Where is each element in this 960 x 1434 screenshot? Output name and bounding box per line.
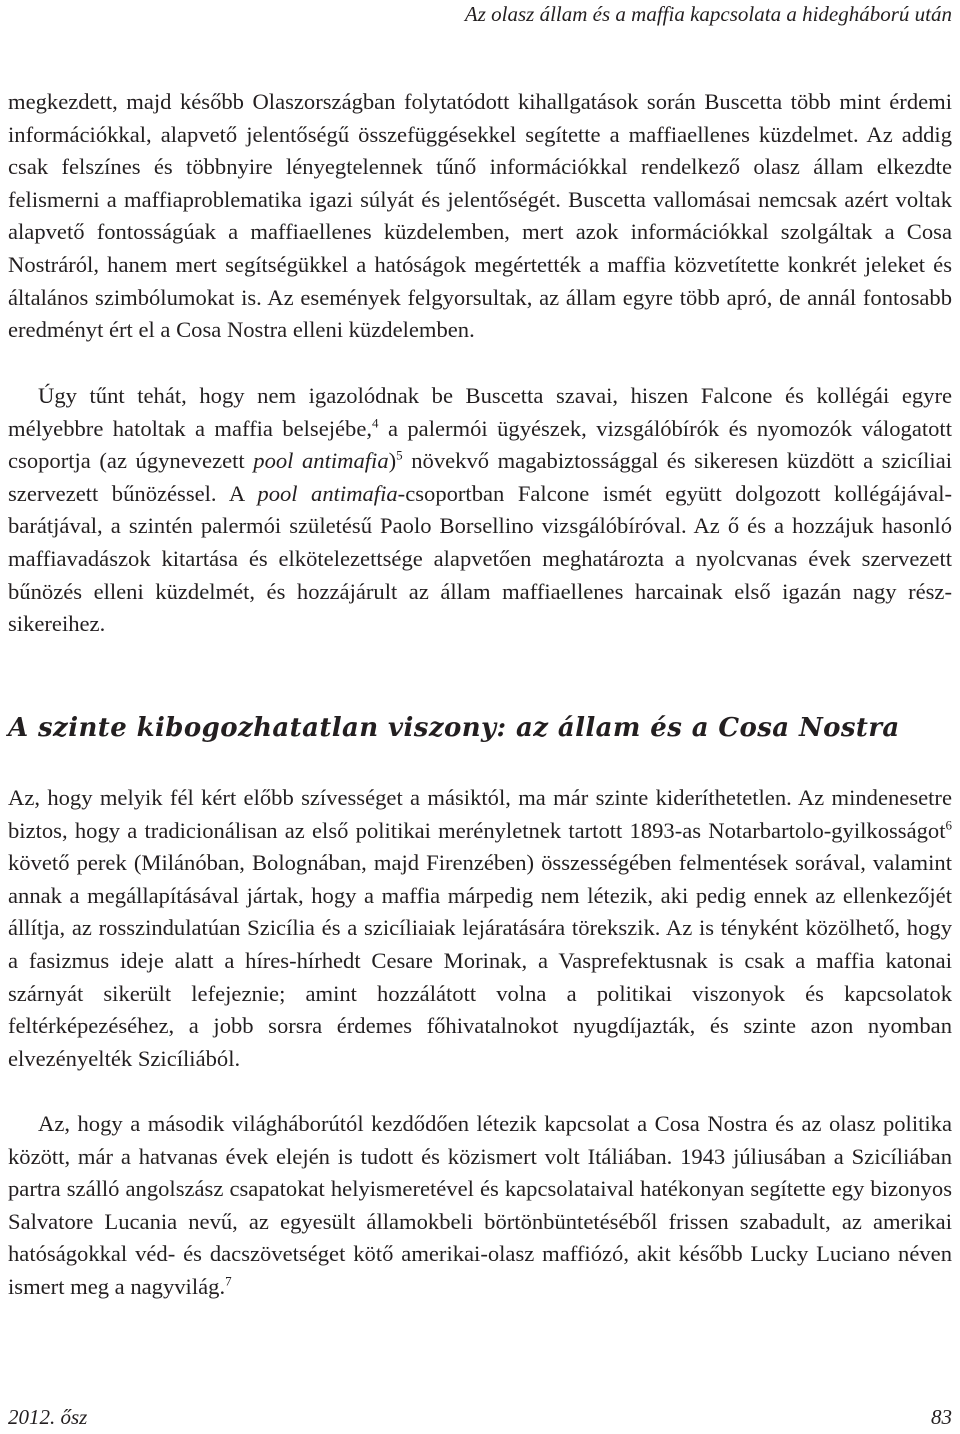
section-heading: A szinte kibogozhatatlan viszony: az állam és a Cosa Nostra [8,713,900,743]
body-paragraph-1 [8,86,952,347]
paragraph-text: követő perek (Milánóban, Bolognában, majd Firenzében) összességében felmentések sorával, valamint annak a megállapításával jártak, hogy a maffia márpedig nem létezik, aki pedig ennek az ellenkezőjét állítja, az rosszindulatúan Szicília és a szicíliaiak lejáratására törekszik. Az is tényként közölhető, hogy a fasizmus ideje alatt a híres-hírhedt Cesare Morinak, a Vasprefektusnak is csak a maffia katonai szárnyát sikerült lefejeznie; amint hozzálátott volna a politikai viszonyok és kapcsolatok feltérképezéséhez, a jobb sorsra érdemes főhivatalnokot nyugdíjazták, és szinte azon nyomban elvezényelték Szicíliából. [8,850,952,1071]
italic-term: pool antimafia [257,480,398,506]
paragraph-text: Az, hogy a második világháborútól kezdődően létezik kapcsolat a Cosa Nostra és az olasz politika között, már a hatvanas évek elején is tudott és közismert volt Itáliában. 1943 júliusában a Szicíliában partra szálló angolszász csapatokat helyismeretével és kapcsolataival hatékonyan segítette egy bizonyos Salvatore Lucania nevű, az egyesült államokbeli börtönbüntetéséből frissen szabadult, az amerikai hatóságokkal véd- és dacszövetséget kötő amerikai-olasz maffiózó, akit később Lucky Luciano néven ismert meg a nagyvilág. [8,1111,952,1299]
paragraph-text: Úgy tűnt tehát, hogy nem igazolódnak be Buscetta szavai, hiszen Falcone és kollégái egyre mélyebbre hatoltak a maffia belsejébe, [8,383,952,441]
running-title: Az olasz állam és a maffia kapcsolata a hidegháború után [464,2,952,26]
paragraph-text: növekvő magabiztossággal és sikeresen küzdött a szicíliai szervezett bűnözéssel. A [8,448,953,506]
issue-label: 2012. ősz [8,1405,88,1429]
paragraph-text: megkezdett, majd később Olaszországban folytatódott kihallgatások során Buscetta több mint érdemi információkkal, alapvető jelentőségű összefüggésekkel segítette a maffiaellenes küzdelmet. Az addig csak felszínes és többnyire lényegtelennek tűnő információkkal rendelkező olasz állam elkezdte felismerni a maffiaproblematika igazi súlyát és jelentőségét. Buscetta vallomásai nemcsak azért voltak alapvető fontosságúak a maffiaellenes küzdelemben, mert azok információkkal szolgáltak a Cosa Nostráról, hanem mert segítségükkel a hatóságok megértették a maffia közvetítette konkrét jeleket és általános szimbólumokat is. Az események felgyorsultak, az állam egyre több apró, de annál fontosabb eredményt ért el a Cosa Nostra elleni küzdelemben. [8,89,952,343]
paragraph-text: a palermói ügyészek, vizsgálóbírók és nyomozók válogatott csoportja (az úgynevezett [8,415,952,474]
footnote-ref[interactable]: 6 [945,817,952,833]
body-paragraph-2 [8,380,952,641]
paragraph-text: -csoportban Falcone ismét együtt dolgozott kollégájával-barátjával, a szintén palermói születésű Paolo Borsellino vizsgálóbíróval. Az ő és a hozzájuk hasonló maffiavadászok kitartása és elkötelezettsége alapvetően meghatározta a nyolcvanas évek szervezett bűnözés elleni küzdelmét, és hozzájárult az állam maffiaellenes harcainak első igazán nagy részsikereihez. [8,480,952,637]
body-paragraph-3 [8,782,952,1075]
footnote-ref[interactable]: 5 [396,447,403,463]
footnote-ref[interactable]: 7 [225,1273,232,1289]
paragraph-text: ) [388,448,397,474]
paragraph-text: Az, hogy melyik fél kért előbb szívességet a másiktól, ma már szinte kideríthetetlen. Az mindenesetre biztos, hogy a tradicionálisan az első politikai merényletnek tartott 1893-as Notarbartolo-gyilkosságot [8,785,952,843]
page-number: 83 [931,1405,952,1429]
body-paragraph-4 [8,1108,952,1304]
italic-term: pool antimafia [253,448,389,474]
footnote-ref[interactable]: 4 [372,415,379,431]
